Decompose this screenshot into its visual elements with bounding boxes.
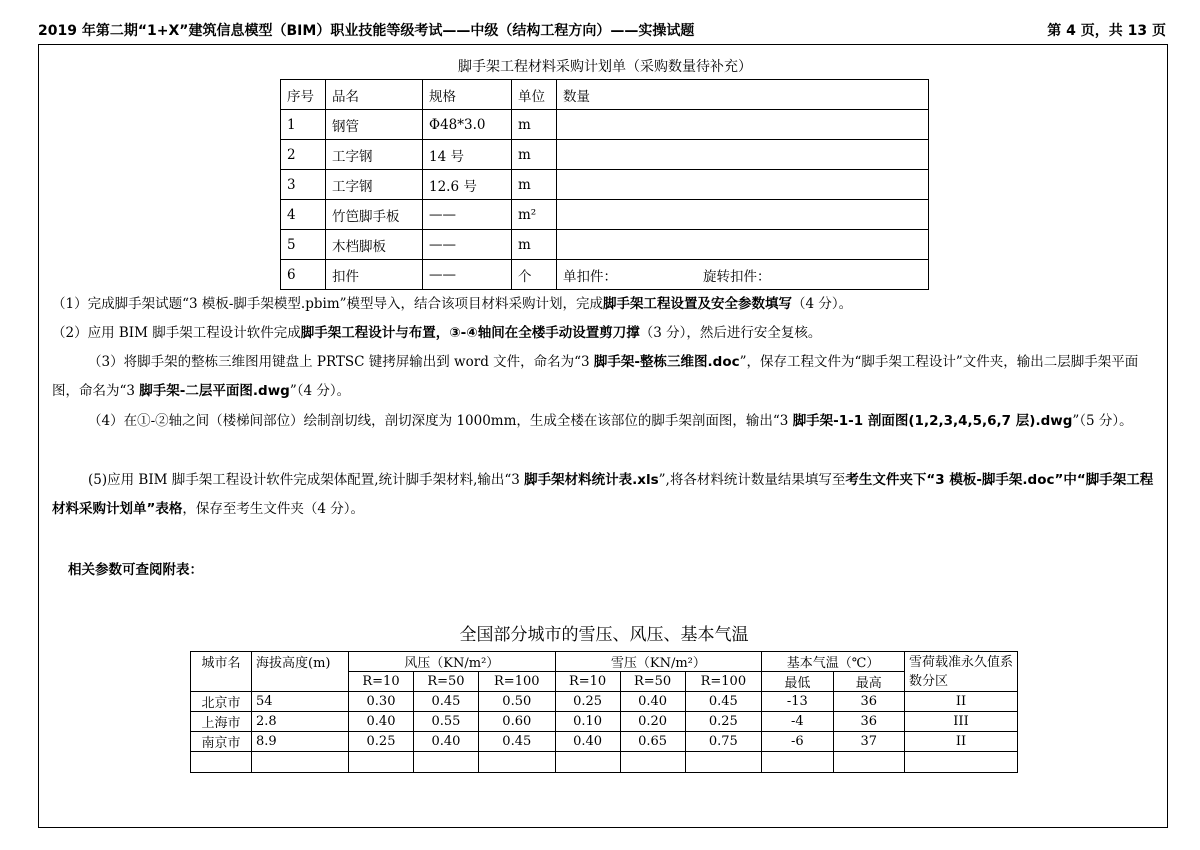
cell-wind-r100: 0.50 (478, 692, 555, 712)
cell-snow-r50: 0.40 (620, 692, 685, 712)
header-temp: 基本气温（℃） (762, 652, 905, 672)
header-high: 最高 (833, 672, 904, 692)
header-cell: 单位 (512, 80, 557, 110)
task-text: （1）完成脚手架试题“3 模板-脚手架模型.pbim”模型导入，结合该项目材料采购计划，完成 (52, 296, 604, 312)
cell-no: 6 (281, 260, 326, 290)
header-r50: R=50 (620, 672, 685, 692)
city-table-title: 全国部分城市的雪压、风压、基本气温 (459, 625, 749, 645)
cell-wind-r10: 0.40 (349, 712, 414, 732)
header-cell: 序号 (281, 80, 326, 110)
task-emphasis: 脚手架工程设置及安全参数填写 (603, 296, 793, 312)
table-row (281, 260, 929, 290)
table-row (281, 110, 929, 140)
cell-no: 2 (281, 140, 326, 170)
table-row (191, 692, 1018, 712)
cell-unit: m² (512, 200, 557, 230)
cell-altitude: 2.8 (252, 712, 349, 732)
cell-temp-low: -13 (762, 692, 833, 712)
task-text: （3）将脚手架的整栋三维图用键盘上 PRTSC 键拷屏输出到 word 文件，命名为“3 (88, 354, 594, 370)
table-row (281, 140, 929, 170)
header-r10: R=10 (555, 672, 620, 692)
table-row (191, 712, 1018, 732)
table-row (281, 170, 929, 200)
params-label: 相关参数可查阅附表： (68, 562, 203, 578)
task-emphasis: 脚手架-1-1 剖面图(1,2,3,4,5,6,7 层).dwg (792, 413, 1073, 429)
header-cell: 数量 (557, 80, 929, 110)
cell-zone: II (905, 732, 1018, 752)
cell-temp-high: 36 (833, 712, 904, 732)
task-5 (52, 466, 1162, 524)
cell-name: 扣件 (326, 260, 423, 290)
cell-unit: 个 (512, 260, 557, 290)
cell-altitude: 8.9 (252, 732, 349, 752)
cell-name: 竹笆脚手板 (326, 200, 423, 230)
task-emphasis: 考生文件夹下“3 模板-脚手架.doc”中“脚手架工程材料采购计划单”表格 (52, 472, 1154, 517)
cell-qty (557, 260, 929, 290)
cell-empty (620, 752, 685, 773)
cell-wind-r50: 0.55 (413, 712, 478, 732)
plan-table-title: 脚手架工程材料采购计划单（采购数量待补充） (458, 59, 752, 75)
task-text: ”（5 分）。 (1072, 413, 1133, 429)
table-header-row (191, 652, 1018, 672)
cell-wind-r50: 0.40 (413, 732, 478, 752)
cell-city: 南京市 (191, 732, 252, 752)
cell-snow-r50: 0.20 (620, 712, 685, 732)
task-text: ”（4 分）。 (289, 383, 351, 399)
task-text: （2）应用 BIM 脚手架工程设计软件完成 (52, 325, 301, 341)
table-row (191, 732, 1018, 752)
task-text: (5)应用 BIM 脚手架工程设计软件完成架体配置,统计脚手架材料,输出“3 (88, 472, 525, 488)
task-1 (52, 290, 1162, 319)
cell-spec: 12.6 号 (423, 170, 512, 200)
header-zone: 雪荷载准永久值系数分区 (905, 652, 1018, 692)
cell-city: 北京市 (191, 692, 252, 712)
cell-spec: —— (423, 260, 512, 290)
cell-no: 1 (281, 110, 326, 140)
header-snow: 雪压（KN/m²） (555, 652, 762, 672)
header-wind: 风压（KN/m²） (349, 652, 556, 672)
cell-empty (191, 752, 252, 773)
cell-name: 工字钢 (326, 170, 423, 200)
table-row (281, 200, 929, 230)
cell-unit: m (512, 140, 557, 170)
cell-empty (833, 752, 904, 773)
cell-spec: 14 号 (423, 140, 512, 170)
cell-snow-r10: 0.10 (555, 712, 620, 732)
cell-no: 4 (281, 200, 326, 230)
cell-wind-r10: 0.30 (349, 692, 414, 712)
task-4 (52, 407, 1162, 436)
task-text: （4 分）。 (792, 296, 853, 312)
cell-spec: —— (423, 200, 512, 230)
single-fastener-label: 单扣件： (563, 268, 617, 285)
table-row (281, 230, 929, 260)
header-r50: R=50 (413, 672, 478, 692)
header-r100: R=100 (685, 672, 762, 692)
cell-temp-low: -6 (762, 732, 833, 752)
task-2 (52, 319, 1162, 348)
cell-temp-high: 37 (833, 732, 904, 752)
cell-zone: III (905, 712, 1018, 732)
cell-unit: m (512, 170, 557, 200)
cell-qty (557, 110, 929, 140)
cell-unit: m (512, 110, 557, 140)
header-city: 城市名 (191, 652, 252, 692)
header-cell: 品名 (326, 80, 423, 110)
task-text: ，保存至考生文件夹（4 分）。 (182, 501, 365, 517)
page-number: 第 4 页，共 13 页 (1047, 23, 1166, 39)
cell-no: 3 (281, 170, 326, 200)
cell-snow-r100: 0.25 (685, 712, 762, 732)
page-header (38, 20, 1168, 42)
cell-snow-r50: 0.65 (620, 732, 685, 752)
task-3 (52, 348, 1162, 406)
cell-empty (555, 752, 620, 773)
header-altitude: 海拔高度(m) (252, 652, 349, 692)
purchase-plan-table (280, 79, 929, 290)
cell-empty (413, 752, 478, 773)
cell-wind-r10: 0.25 (349, 732, 414, 752)
cell-name: 钢管 (326, 110, 423, 140)
task-emphasis: 脚手架材料统计表.xls (524, 472, 659, 488)
task-text: ”,将各材料统计数量结果填写至 (658, 472, 846, 488)
cell-qty (557, 200, 929, 230)
cell-temp-low: -4 (762, 712, 833, 732)
rotary-fastener-label: 旋转扣件： (703, 268, 771, 285)
cell-spec: —— (423, 230, 512, 260)
task-emphasis: 脚手架工程设计与布置，③-④轴间在全楼手动设置剪刀撑 (300, 325, 640, 341)
header-cell: 规格 (423, 80, 512, 110)
cell-snow-r10: 0.25 (555, 692, 620, 712)
cell-empty (762, 752, 833, 773)
cell-snow-r100: 0.45 (685, 692, 762, 712)
cell-no: 5 (281, 230, 326, 260)
cell-qty (557, 140, 929, 170)
exam-title: 2019 年第二期“1+X”建筑信息模型（BIM）职业技能等级考试——中级（结构工程方向）——实操试题 (38, 23, 695, 39)
cell-wind-r50: 0.45 (413, 692, 478, 712)
cell-empty (685, 752, 762, 773)
cell-qty (557, 230, 929, 260)
task-text: （4）在①-②轴之间（楼梯间部位）绘制剖切线，剖切深度为 1000mm，生成全楼在该部位的脚手架剖面图，输出“3 (88, 413, 793, 429)
cell-zone: II (905, 692, 1018, 712)
table-row-empty (191, 752, 1018, 773)
cell-snow-r10: 0.40 (555, 732, 620, 752)
cell-name: 工字钢 (326, 140, 423, 170)
cell-name: 木档脚板 (326, 230, 423, 260)
header-low: 最低 (762, 672, 833, 692)
header-r100: R=100 (478, 672, 555, 692)
cell-empty (252, 752, 349, 773)
cell-wind-r100: 0.45 (478, 732, 555, 752)
city-climate-table (190, 651, 1018, 773)
task-emphasis: 脚手架-整栋三维图.doc (593, 354, 740, 370)
cell-city: 上海市 (191, 712, 252, 732)
header-r10: R=10 (349, 672, 414, 692)
cell-empty (478, 752, 555, 773)
task-text: ”，保存工程文件为“脚手架工程设计”文件夹，输出二层脚手架平面图，命名为“3 (52, 354, 1139, 399)
cell-wind-r100: 0.60 (478, 712, 555, 732)
cell-empty (349, 752, 414, 773)
cell-spec: Φ48*3.0 (423, 110, 512, 140)
cell-qty (557, 170, 929, 200)
task-emphasis: 脚手架-二层平面图.dwg (139, 383, 290, 399)
cell-altitude: 54 (252, 692, 349, 712)
cell-snow-r100: 0.75 (685, 732, 762, 752)
task-text: （3 分），然后进行安全复核。 (639, 325, 822, 341)
cell-temp-high: 36 (833, 692, 904, 712)
cell-empty (905, 752, 1018, 773)
cell-unit: m (512, 230, 557, 260)
table-header-row (281, 80, 929, 110)
